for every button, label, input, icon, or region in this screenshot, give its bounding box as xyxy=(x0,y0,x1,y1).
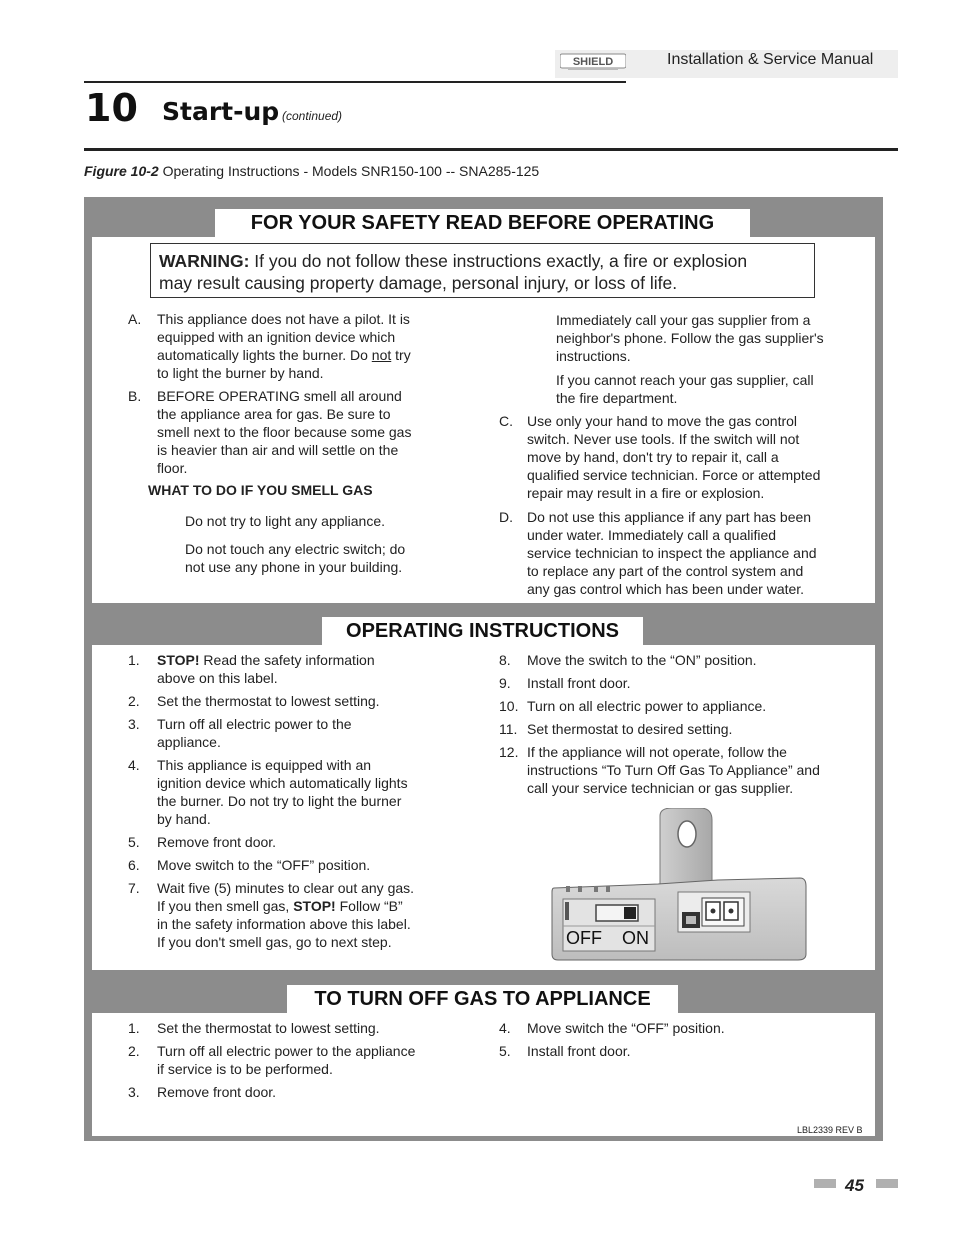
item-a-text xyxy=(157,310,411,382)
step-7-stop: STOP! xyxy=(293,898,336,914)
section-number: 10 xyxy=(85,86,138,130)
turn-off-step-5-label: 5. xyxy=(499,1043,511,1059)
item-b-text xyxy=(157,387,411,477)
step-12-text xyxy=(527,743,820,797)
item-c-label: C. xyxy=(499,413,513,429)
smell-gas-line: Do not touch any electric switch; do xyxy=(185,541,406,557)
warning-label: WARNING: xyxy=(159,251,250,271)
item-a-line xyxy=(157,346,411,364)
item-d-text xyxy=(527,508,817,598)
item-a-label: A. xyxy=(128,311,142,327)
turn-off-step-3-text: Remove front door. xyxy=(157,1084,277,1100)
item-d-line: Do not use this appliance if any part has been xyxy=(527,509,812,525)
step-2-text: Set the thermostat to lowest setting. xyxy=(157,693,380,709)
step-9-label: 9. xyxy=(499,675,511,691)
smell-gas-heading: WHAT TO DO IF YOU SMELL GAS xyxy=(148,482,373,498)
item-a-line-part: try xyxy=(391,347,411,363)
turn-off-step-2-line: Turn off all electric power to the appliance xyxy=(157,1043,416,1059)
step-3-label: 3. xyxy=(128,716,140,732)
smell-gas-item-1: Do not try to light any appliance. xyxy=(185,513,386,529)
step-1-line-part: Read the safety information xyxy=(199,652,375,668)
step-12-label: 12. xyxy=(499,744,519,760)
item-a-line: equipped with an ignition device which xyxy=(157,329,396,345)
gas-control-switch-illustration xyxy=(548,808,812,964)
item-d-label: D. xyxy=(499,509,513,525)
label-code: LBL2339 REV B xyxy=(797,1125,863,1135)
warning-box xyxy=(150,243,815,298)
turn-off-step-4-text: Move switch the “OFF” position. xyxy=(527,1020,725,1036)
shield-logo xyxy=(560,53,626,71)
logo-text: SHIELD xyxy=(572,56,614,68)
section-continued: (continued) xyxy=(282,109,343,123)
call-fire-dept-line: If you cannot reach your gas supplier, call xyxy=(556,372,814,388)
step-7-text xyxy=(157,879,414,951)
turn-off-step-3-label: 3. xyxy=(128,1084,140,1100)
item-b-line: the appliance area for gas. Be sure to xyxy=(157,406,391,422)
smell-gas-line: not use any phone in your building. xyxy=(185,559,403,575)
item-a-line: This appliance does not have a pilot. It is xyxy=(157,311,410,327)
figure-label: Figure 10-2 xyxy=(84,163,159,179)
step-1-stop: STOP! xyxy=(157,652,200,668)
step-5-text: Remove front door. xyxy=(157,834,277,850)
section-title: Start-up xyxy=(162,97,280,126)
item-c-line: move by hand, don't try to repair it, call a xyxy=(527,449,779,465)
item-b-line: is heavier than air and will settle on the xyxy=(157,442,399,458)
step-1-label: 1. xyxy=(128,652,140,668)
step-6-label: 6. xyxy=(128,857,140,873)
warning-line2: may result causing property damage, personal injury, or loss of life. xyxy=(159,273,678,293)
figure-caption xyxy=(84,163,539,179)
turn-off-title: TO TURN OFF GAS TO APPLIANCE xyxy=(287,985,678,1013)
step-4-line: ignition device which automatically lights xyxy=(157,775,408,791)
turn-off-step-1-text: Set the thermostat to lowest setting. xyxy=(157,1020,380,1036)
page-number-bar-right xyxy=(876,1179,898,1188)
item-c-text xyxy=(527,412,820,502)
turn-off-step-5-text: Install front door. xyxy=(527,1043,631,1059)
step-3-line: Turn off all electric power to the xyxy=(157,716,352,732)
safety-title: FOR YOUR SAFETY READ BEFORE OPERATING xyxy=(215,209,750,237)
item-c-line: repair may result in a fire or explosion. xyxy=(527,485,765,501)
item-b-line: floor. xyxy=(157,460,188,476)
page-number-bar-left xyxy=(814,1179,836,1188)
step-2-label: 2. xyxy=(128,693,140,709)
item-d-line: any gas control which has been under water. xyxy=(527,581,805,597)
item-a-underline-not: not xyxy=(371,347,392,363)
smell-gas-item-2 xyxy=(185,540,405,576)
switch-off-label: OFF xyxy=(566,928,602,948)
step-11-text: Set thermostat to desired setting. xyxy=(527,721,733,737)
step-3-text xyxy=(157,715,352,751)
page-number: 45 xyxy=(845,1176,864,1195)
step-8-label: 8. xyxy=(499,652,511,668)
step-4-line: the burner. Do not try to light the burner xyxy=(157,793,402,809)
step-4-line: This appliance is equipped with an xyxy=(157,757,372,773)
item-c-line: Use only your hand to move the gas control xyxy=(527,413,798,429)
item-c-line: switch. Never use tools. If the switch will not xyxy=(527,431,800,447)
item-c-line: qualified service technician. Force or attempted xyxy=(527,467,821,483)
call-fire-dept-line: the fire department. xyxy=(556,390,678,406)
step-12-line: call your service technician or gas supplier. xyxy=(527,780,794,796)
step-12-line: If the appliance will not operate, follow the xyxy=(527,744,787,760)
step-7-line: in the safety information above this label. xyxy=(157,916,411,932)
item-a-line-part: automatically lights the burner. Do xyxy=(157,347,372,363)
operating-title: OPERATING INSTRUCTIONS xyxy=(322,617,643,645)
step-7-line-part: If you then smell gas, xyxy=(157,898,294,914)
turn-off-step-2-line: if service is to be performed. xyxy=(157,1061,333,1077)
step-9-text: Install front door. xyxy=(527,675,631,691)
step-1-line xyxy=(157,651,375,669)
step-8-text: Move the switch to the “ON” position. xyxy=(527,652,757,668)
call-supplier-line: Immediately call your gas supplier from a xyxy=(556,312,811,328)
step-7-line xyxy=(157,897,414,915)
step-7-line: If you don't smell gas, go to next step. xyxy=(157,934,392,950)
item-b-line: smell next to the floor because some gas xyxy=(157,424,412,440)
step-7-line: Wait five (5) minutes to clear out any gas. xyxy=(157,880,415,896)
call-fire-dept-text xyxy=(556,371,814,407)
turn-off-step-4-label: 4. xyxy=(499,1020,511,1036)
step-3-line: appliance. xyxy=(157,734,221,750)
step-6-text: Move switch to the “OFF” position. xyxy=(157,857,371,873)
step-1-text xyxy=(157,651,375,687)
figure-caption-text: Operating Instructions - Models SNR150-100 -- SNA285-125 xyxy=(158,163,540,179)
item-d-line: under water. Immediately call a qualified xyxy=(527,527,777,543)
step-12-line: instructions “To Turn Off Gas To Appliance” and xyxy=(527,762,820,778)
item-d-line: service technician to inspect the appliance and xyxy=(527,545,817,561)
step-5-label: 5. xyxy=(128,834,140,850)
turn-off-step-1-label: 1. xyxy=(128,1020,140,1036)
item-d-line: to replace any part of the control system and xyxy=(527,563,804,579)
header-rule xyxy=(84,81,626,83)
step-10-label: 10. xyxy=(499,698,519,714)
section-rule xyxy=(84,148,898,151)
call-supplier-text xyxy=(556,311,824,365)
call-supplier-line: instructions. xyxy=(556,348,631,364)
step-1-line: above on this label. xyxy=(157,670,278,686)
turn-off-step-2-text xyxy=(157,1042,415,1078)
manual-title: Installation & Service Manual xyxy=(667,51,874,68)
step-11-label: 11. xyxy=(499,721,518,737)
call-supplier-line: neighbor's phone. Follow the gas supplier's xyxy=(556,330,824,346)
item-b-line: BEFORE OPERATING smell all around xyxy=(157,388,402,404)
step-4-label: 4. xyxy=(128,757,140,773)
turn-off-step-2-label: 2. xyxy=(128,1043,140,1059)
item-b-label: B. xyxy=(128,388,142,404)
step-10-text: Turn on all electric power to appliance. xyxy=(527,698,767,714)
switch-on-label: ON xyxy=(622,928,649,948)
step-4-line: by hand. xyxy=(157,811,211,827)
warning-line1: If you do not follow these instructions exactly, a fire or explosion xyxy=(249,251,748,271)
item-a-line: to light the burner by hand. xyxy=(157,365,324,381)
step-7-line-part: Follow “B” xyxy=(335,898,403,914)
step-4-text xyxy=(157,756,408,828)
step-7-label: 7. xyxy=(128,880,140,896)
